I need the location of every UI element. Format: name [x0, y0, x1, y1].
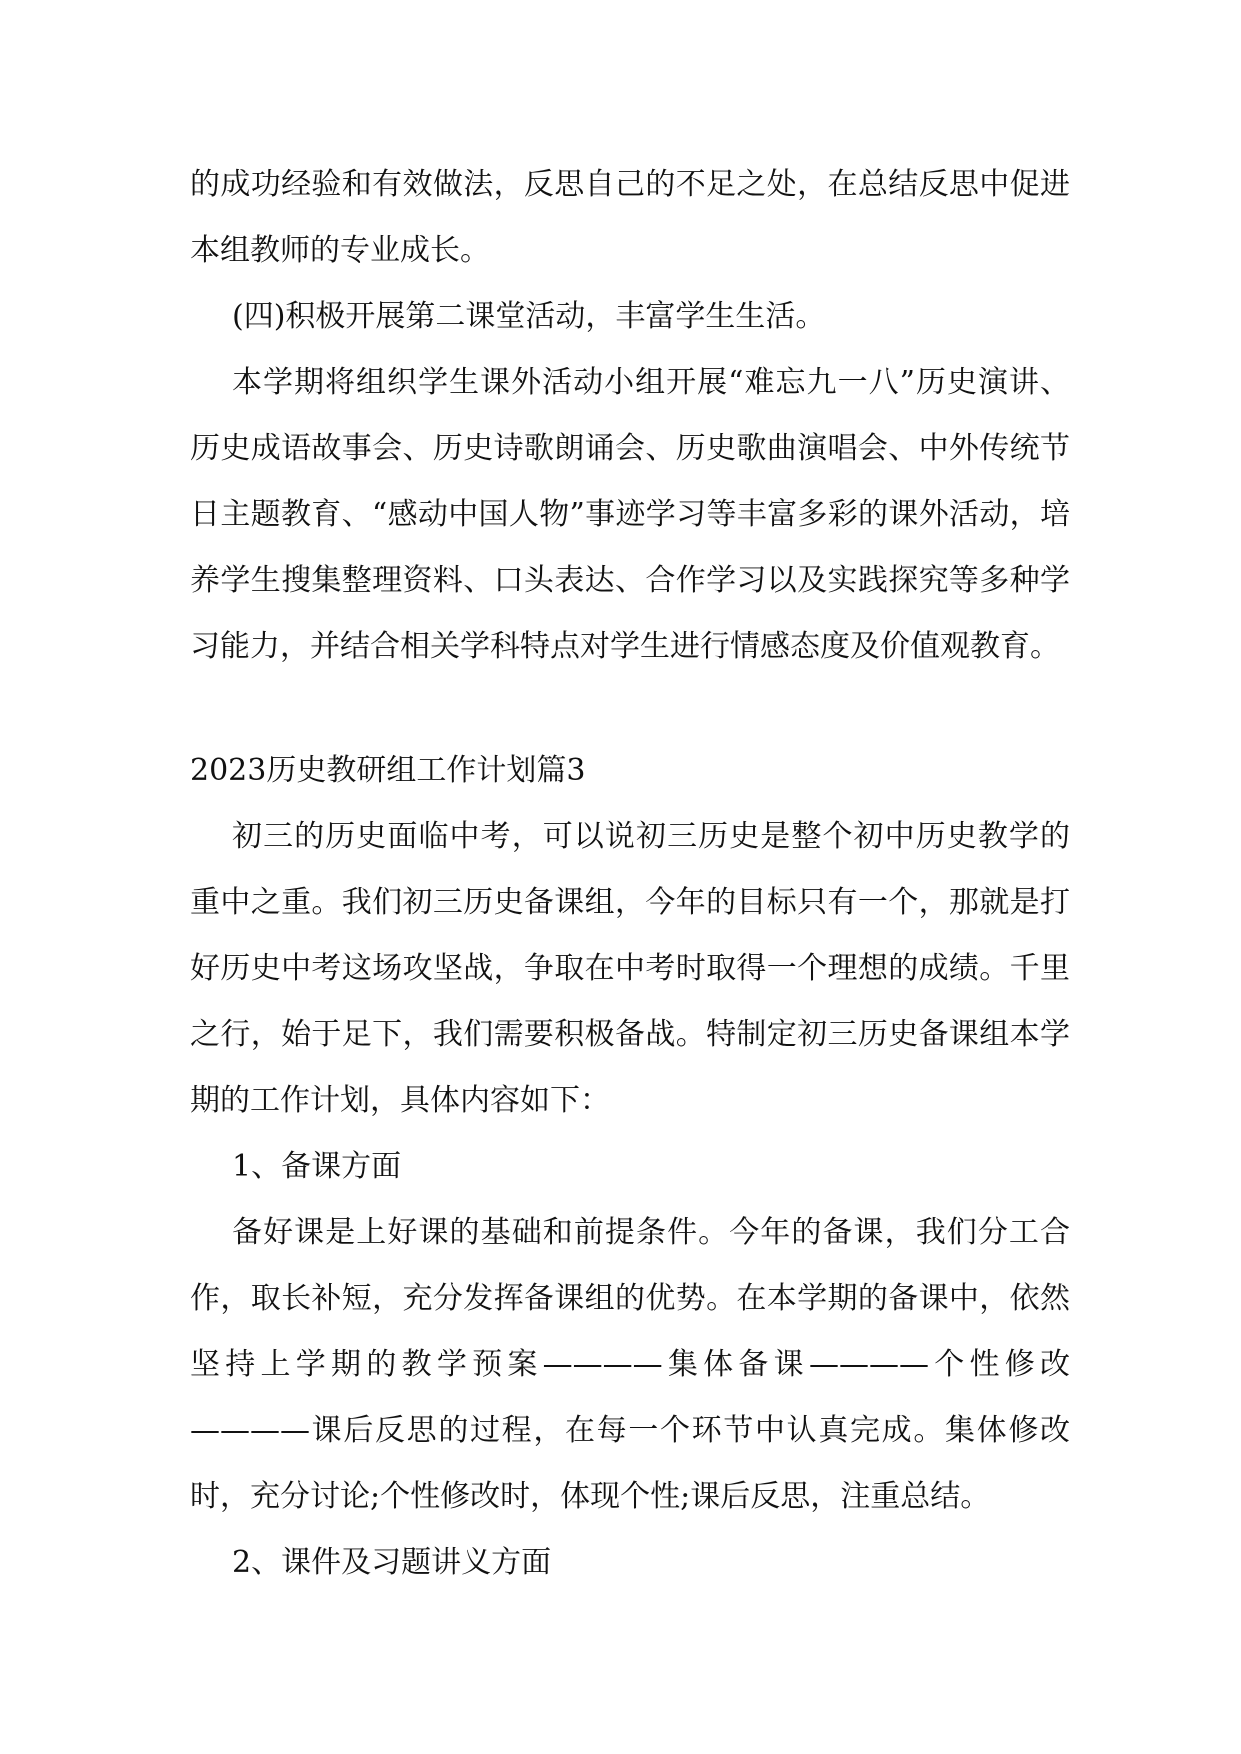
paragraph-lesson-prep: 备好课是上好课的基础和前提条件。今年的备课，我们分工合作，取长补短，充分发挥备课组的优势。在本学期的备课中，依然坚持上学期的教学预案————集体备课————个性修改————课后反思的过程，在每一个环节中认真完成。集体修改时，充分讨论;个性修改时，体现个性;课后反思，注重总结。: [190, 1215, 1070, 1514]
document-body: [190, 152, 1070, 1596]
section-heading-four: (四)积极开展第二课堂活动，丰富学生生活。: [232, 299, 826, 334]
section-heading-courseware: 2、课件及习题讲义方面: [232, 1545, 552, 1580]
section-heading-lesson-prep: 1、备课方面: [232, 1149, 402, 1184]
article-title: 2023历史教研组工作计划篇3: [190, 753, 586, 788]
paragraph-intro: 初三的历史面临中考，可以说初三历史是整个初中历史教学的重中之重。我们初三历史备课组，今年的目标只有一个，那就是打好历史中考这场攻坚战，争取在中考时取得一个理想的成绩。千里之行，始于足下，我们需要积极备战。特制定初三历史备课组本学期的工作计划，具体内容如下：: [190, 819, 1070, 1118]
paragraph-continuation: 的成功经验和有效做法，反思自己的不足之处，在总结反思中促进本组教师的专业成长。: [190, 167, 1070, 268]
paragraph-activities: 本学期将组织学生课外活动小组开展“难忘九一八”历史演讲、历史成语故事会、历史诗歌朗诵会、历史歌曲演唱会、中外传统节日主题教育、“感动中国人物”事迹学习等丰富多彩的课外活动，培养学生搜集整理资料、口头表达、合作学习以及实践探究等多种学习能力，并结合相关学科特点对学生进行情感态度及价值观教育。: [190, 365, 1070, 664]
